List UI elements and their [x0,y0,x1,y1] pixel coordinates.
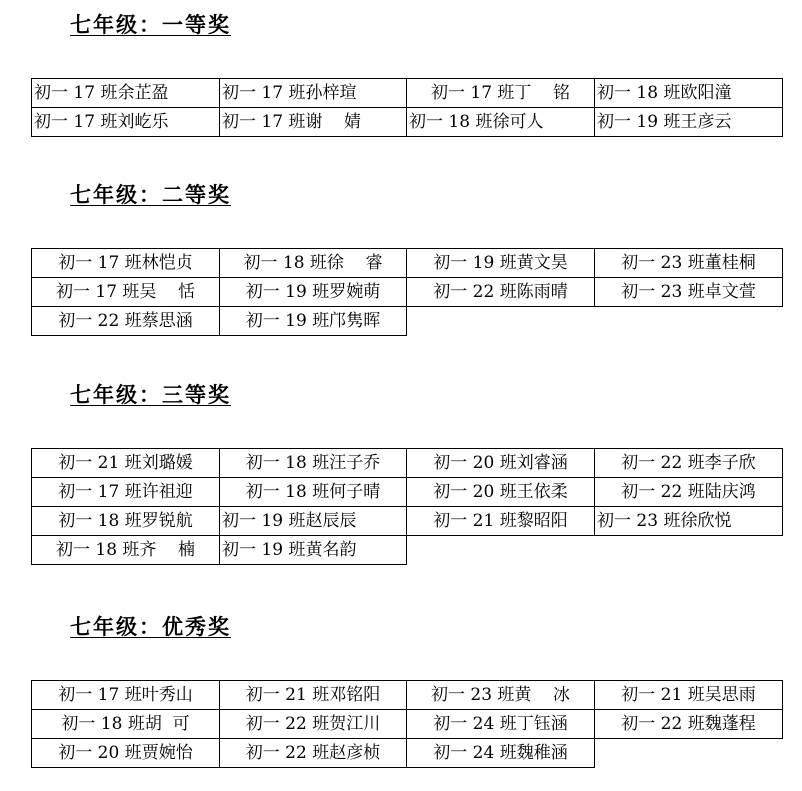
table-cell: 初一 17 班孙梓瑄 [220,79,407,108]
table-cell: 初一 18 班胡 可 [32,710,220,739]
table-cell: 初一 17 班刘屹乐 [32,108,220,137]
table-cell: 初一 18 班罗锐航 [32,507,220,536]
table-row [32,79,783,108]
table-cell: 初一 22 班李子欣 [595,449,783,478]
table-cell: 初一 22 班魏蓬程 [595,710,783,739]
table-cell: 初一 22 班陆庆鸿 [595,478,783,507]
table-cell: 初一 18 班汪子乔 [220,449,407,478]
table-cell: 初一 18 班何子晴 [220,478,407,507]
table-cell: 初一 20 班贾婉怡 [32,739,220,768]
table-row [32,507,783,536]
table-cell: 初一 21 班刘璐媛 [32,449,220,478]
section-title-excellence-award: 七年级：优秀奖 [70,614,231,639]
table-cell: 初一 23 班徐欣悦 [595,507,783,536]
table-cell: 初一 22 班陈雨晴 [407,278,595,307]
table-row [32,108,783,137]
table-cell: 初一 22 班蔡思涵 [32,307,220,336]
empty-cell [595,536,783,565]
table-cell: 初一 18 班徐 睿 [220,249,407,278]
section-title-second-prize: 七年级：二等奖 [70,182,231,207]
empty-cell [407,536,595,565]
table-cell: 初一 17 班许祖迎 [32,478,220,507]
table-cell: 初一 23 班董桂桐 [595,249,783,278]
table-cell: 初一 17 班叶秀山 [32,681,220,710]
table-cell: 初一 20 班刘睿涵 [407,449,595,478]
section-title-third-prize: 七年级：三等奖 [70,382,231,407]
table-cell: 初一 21 班邓铭阳 [220,681,407,710]
table-cell: 初一 24 班魏稚涵 [407,739,595,768]
table-row [32,681,783,710]
empty-cell [595,739,783,768]
table-cell: 初一 19 班邝隽晖 [220,307,407,336]
empty-cell [407,307,595,336]
table-row [32,449,783,478]
table-row [32,478,783,507]
table-cell: 初一 18 班徐可人 [407,108,595,137]
table-row [32,739,783,768]
table-row [32,307,783,336]
table-cell: 初一 18 班欧阳潼 [595,79,783,108]
table-row [32,536,783,565]
table-cell: 初一 19 班赵辰辰 [220,507,407,536]
table-cell: 初一 17 班林恺贞 [32,249,220,278]
table-cell: 初一 17 班丁 铭 [407,79,595,108]
table-cell: 初一 17 班谢 婧 [220,108,407,137]
table-row [32,249,783,278]
award-table-first-prize [31,78,783,137]
table-cell: 初一 24 班丁钰涵 [407,710,595,739]
table-cell: 初一 22 班贺江川 [220,710,407,739]
empty-cell [595,307,783,336]
table-cell: 初一 21 班黎昭阳 [407,507,595,536]
table-row [32,710,783,739]
table-cell: 初一 19 班罗婉萌 [220,278,407,307]
table-cell: 初一 19 班黄名韵 [220,536,407,565]
table-cell: 初一 23 班黄 冰 [407,681,595,710]
table-cell: 初一 21 班吴思雨 [595,681,783,710]
table-cell: 初一 20 班王依柔 [407,478,595,507]
table-cell: 初一 18 班齐 楠 [32,536,220,565]
table-row [32,278,783,307]
section-title-first-prize: 七年级：一等奖 [70,12,231,37]
table-cell: 初一 17 班吴 恬 [32,278,220,307]
table-cell: 初一 19 班王彦云 [595,108,783,137]
award-table-second-prize [31,248,783,336]
award-table-excellence-award [31,680,783,768]
award-table-third-prize [31,448,783,565]
table-cell: 初一 19 班黄文昊 [407,249,595,278]
table-cell: 初一 22 班赵彦桢 [220,739,407,768]
table-cell: 初一 17 班余芷盈 [32,79,220,108]
table-cell: 初一 23 班卓文萱 [595,278,783,307]
